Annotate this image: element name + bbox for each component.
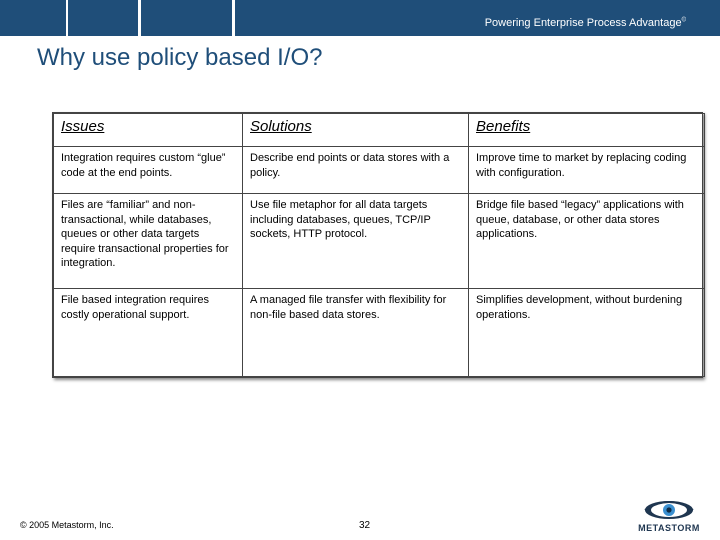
cell-benefit: Simplifies development, without burdening operations. xyxy=(469,289,705,377)
cell-benefit: Improve time to market by replacing coding with configuration. xyxy=(469,147,705,194)
tagline xyxy=(485,17,686,29)
banner-stripe xyxy=(66,0,68,36)
copyright: © 2005 Metastorm, Inc. xyxy=(20,520,114,530)
cell-solution: Use file metaphor for all data targets including databases, queues, TCP/IP sockets, HTTP protocol. xyxy=(243,194,469,289)
page-number: 32 xyxy=(359,520,371,531)
table-row xyxy=(54,289,705,377)
banner-stripe xyxy=(138,0,141,36)
table-row xyxy=(54,147,705,194)
metastorm-logo xyxy=(626,498,712,534)
table-row xyxy=(54,194,705,289)
table-header-row xyxy=(54,114,705,147)
comparison-table xyxy=(52,112,703,378)
cell-issue: Integration requires custom “glue” code at the end points. xyxy=(54,147,243,194)
top-banner xyxy=(0,0,720,36)
slide-title: Why use policy based I/O? xyxy=(37,44,323,71)
cell-solution: Describe end points or data stores with a policy. xyxy=(243,147,469,194)
eye-logo-icon xyxy=(626,498,712,524)
header-issues: Issues xyxy=(54,114,243,147)
cell-solution: A managed file transfer with flexibility for non-file based data stores. xyxy=(243,289,469,377)
header-solutions: Solutions xyxy=(243,114,469,147)
tagline-text: Powering Enterprise Process Advantage xyxy=(484,17,682,29)
cell-issue: Files are “familiar” and non-transactional, while databases, queues or other data targets require transactional properties for integration. xyxy=(54,194,243,289)
cell-benefit: Bridge file based “legacy” applications with queue, database, or other data stores applications. xyxy=(469,194,705,289)
cell-issue: File based integration requires costly operational support. xyxy=(54,289,243,377)
banner-stripe xyxy=(232,0,235,36)
tagline-mark: © xyxy=(681,17,686,24)
header-benefits: Benefits xyxy=(469,114,705,147)
logo-wordmark: METASTORM xyxy=(638,523,700,533)
